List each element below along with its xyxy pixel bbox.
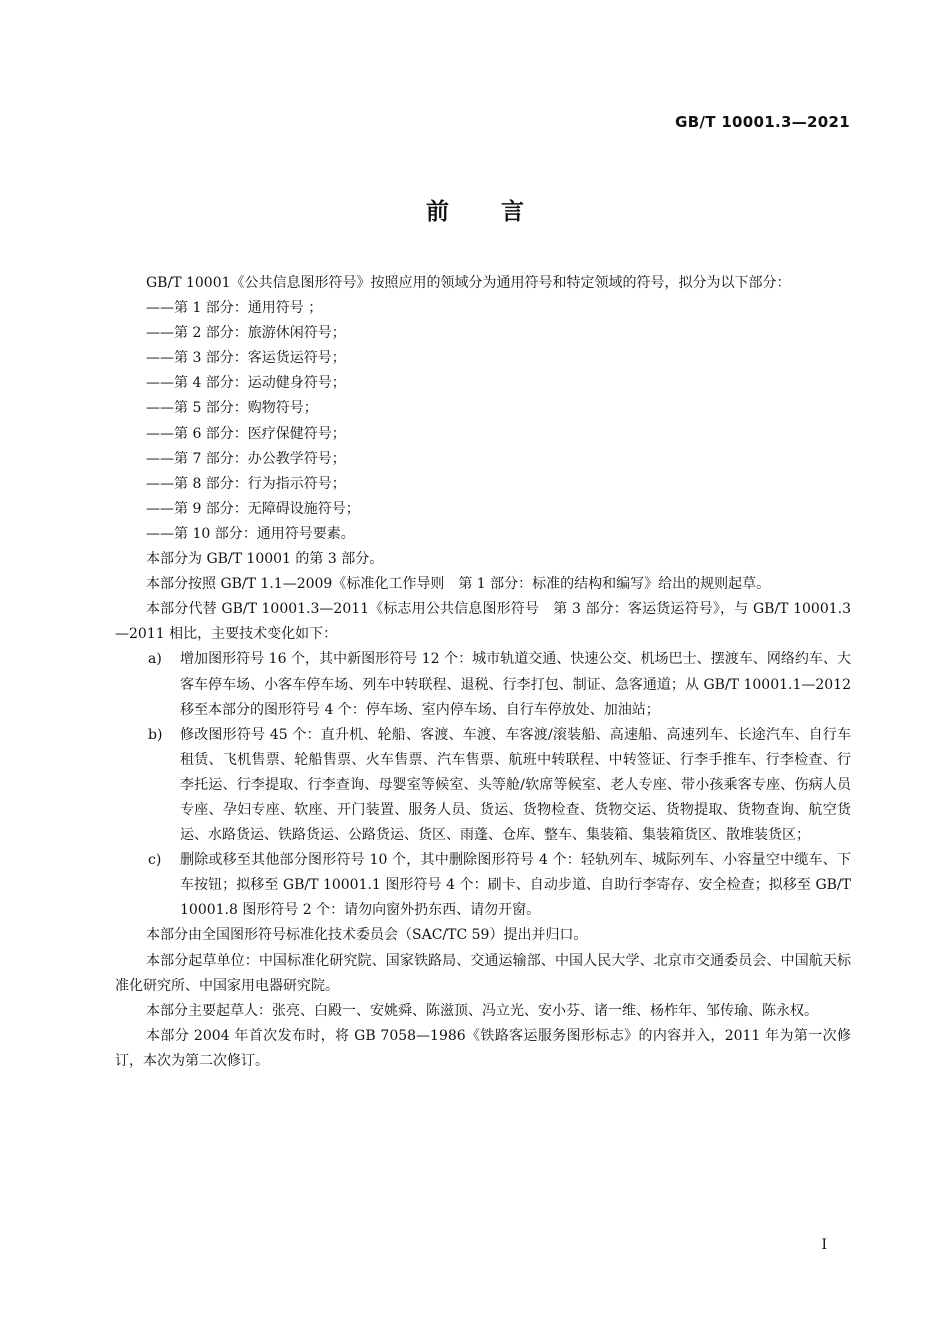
- parts-list: [115, 296, 851, 547]
- title-char: 前: [425, 199, 449, 225]
- foreword-body: [115, 271, 851, 1074]
- list-item: ——第 8 部分：行为指示符号；: [146, 475, 346, 492]
- list-item-text: 修改图形符号 45 个：直升机、轮船、客渡、车渡、车客渡/滚装船、高速船、高速列车、长途汽车、自行车租赁、飞机售票、轮船售票、火车售票、汽车售票、航班中转联程、中转签证、行李手推车、行李检查、行李托运、行李提取、行李查询、母婴室等候室、头等舱/软席等候室、老人专座、带小孩乘客专座、伤病人员专座、孕妇专座、软座、开门装置、服务人员、货运、货物检查、货物交运、货物提取、货物查询、航空货运、水路货运、铁路货运、公路货运、货区、雨蓬、仓库、整车、集装箱、集装箱货区、散堆装货区；: [180, 726, 851, 844]
- list-item: ——第 5 部分：购物符号；: [146, 400, 318, 417]
- title-char: 言: [501, 199, 524, 225]
- list-item: [115, 848, 851, 923]
- list-item-text: 删除或移至其他部分图形符号 10 个，其中删除图形符号 4 个：轻轨列车、城际列车、小容量空中缆车、下车按钮；拟移至 GB/T 10001.1 图形符号 4 个：刷卡、自动步道、自助行李寄存、安全检查；拟移至 GB/T 10001.8 图形符号 2 个：请勿向窗外扔东西、请勿开窗。: [180, 852, 851, 919]
- list-item: ——第 1 部分：通用符号 ；: [146, 300, 323, 317]
- history-paragraph: 本部分 2004 年首次发布时，将 GB 7058—1986《铁路客运服务图形标志》的内容并入，2011 年为第一次修订，本次为第二次修订。: [115, 1027, 851, 1069]
- intro-paragraph: GB/T 10001《公共信息图形符号》按照应用的领域分为通用符号和特定领域的符号，拟分为以下部分：: [146, 275, 791, 291]
- drafters-paragraph: 本部分主要起草人：张亮、白殿一、安姚舜、陈滋顶、冯立光、安小芬、诸一维、杨柞年、邹传瑜、陈永权。: [146, 1002, 818, 1019]
- proposed-by-paragraph: 本部分由全国图形符号标准化技术委员会（SAC/TC 59）提出并归口。: [146, 927, 588, 944]
- list-item: ——第 2 部分：旅游休闲符号；: [146, 325, 346, 342]
- list-marker: b): [148, 726, 163, 743]
- list-item: [115, 723, 851, 848]
- list-item: ——第 6 部分：医疗保健符号；: [146, 425, 346, 442]
- list-item-text: 增加图形符号 16 个，其中新图形符号 12 个：城市轨道交通、快速公交、机场巴士、摆渡车、网络约车、大客车停车场、小客车停车场、列车中转联程、退税、行李打包、制证、急客通道；从 GB/T 10001.1—2012 移至本部分的图形符号 4 个：停车场、室内停车场、自行车停放处、加油站；: [180, 651, 851, 718]
- changes-list: [115, 647, 851, 923]
- page-title: [0, 193, 950, 226]
- list-item: ——第 7 部分：办公教学符号；: [146, 450, 346, 467]
- list-marker: c): [148, 852, 162, 869]
- list-item: ——第 9 部分：无障碍设施符号；: [146, 500, 360, 517]
- drafting-rules-paragraph: 本部分按照 GB/T 1.1—2009《标准化工作导则 第 1 部分：标准的结构和编写》给出的规则起草。: [146, 576, 771, 593]
- list-item: ——第 4 部分：运动健身符号；: [146, 375, 346, 392]
- standard-number: GB/T 10001.3—2021: [675, 113, 850, 131]
- drafting-units-paragraph: 本部分起草单位：中国标准化研究院、国家铁路局、交通运输部、中国人民大学、北京市交通委员会、中国航天标准化研究所、中国家用电器研究院。: [115, 952, 851, 994]
- list-item: ——第 3 部分：客运货运符号；: [146, 350, 346, 367]
- page-number: I: [821, 1237, 827, 1253]
- part-of-paragraph: 本部分为 GB/T 10001 的第 3 部分。: [146, 551, 384, 568]
- replaces-paragraph: 本部分代替 GB/T 10001.3—2011《标志用公共信息图形符号 第 3 部分：客运货运符号》，与 GB/T 10001.3—2011 相比，主要技术变化如下：: [115, 601, 851, 643]
- list-item: ——第 10 部分：通用符号要素。: [146, 525, 355, 542]
- list-item: [115, 647, 851, 722]
- list-marker: a): [148, 651, 162, 668]
